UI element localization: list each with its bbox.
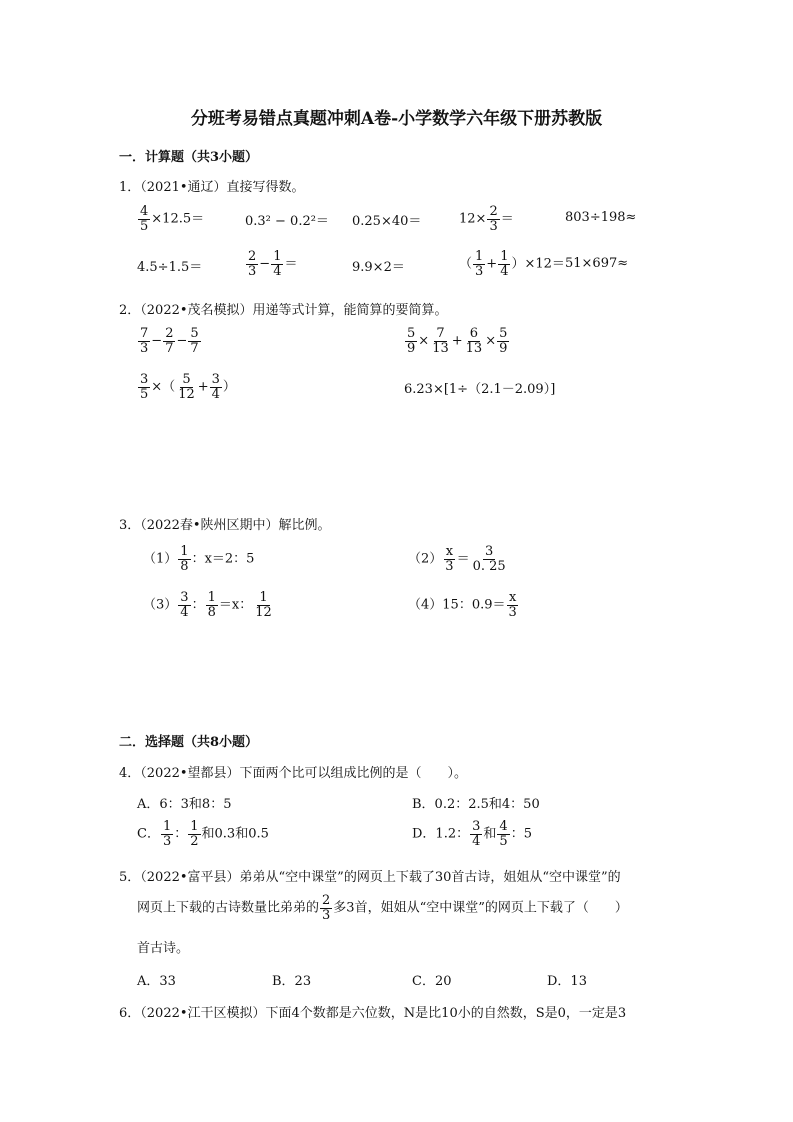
- page-title: 分班考易错点真题冲刺A卷-小学数学六年级下册苏教版: [190, 109, 603, 129]
- fraction: $\frac{6}{13}$: [465, 326, 483, 356]
- q4-option-b[interactable]: B．0.2：2.5和4：50: [412, 797, 540, 812]
- fraction: $\frac{5}{9}$: [407, 326, 416, 356]
- q1-item-j: 51×697≈: [565, 256, 629, 271]
- fraction: $\frac{1}{3}$: [162, 819, 172, 849]
- fraction: $\frac{2}{3}$: [322, 893, 331, 923]
- q3-proportion-1: （1） $\frac{1}{8}$ ：x＝2：5: [143, 544, 255, 574]
- fraction: $\frac{4}{5}$: [499, 819, 508, 849]
- fraction: $\frac{2}{3}$: [489, 204, 498, 234]
- fraction: $\frac{3}{4}$: [472, 819, 481, 849]
- q4-option-c[interactable]: C． $\frac{1}{3}$ ： $\frac{1}{2}$ 和0.3和0.5: [137, 819, 269, 849]
- q2-expression-1: $\frac{7}{3}$ − $\frac{2}{7}$ − $\frac{5}{7}$: [140, 326, 199, 356]
- fraction: $\frac{1}{3}$: [475, 249, 484, 279]
- q1-item-g: $\frac{2}{3}$ − $\frac{1}{4}$ ＝: [248, 249, 298, 279]
- fraction: $\frac{2}{7}$: [165, 326, 174, 356]
- question-4-label: 4．（2022•望都县）下面两个比可以组成比例的是（ ）。: [119, 766, 468, 781]
- fraction: $\frac{x}{3}$: [508, 590, 517, 620]
- q5-option-b[interactable]: B．23: [272, 974, 312, 989]
- fraction: $\frac{3}{4}$: [211, 372, 220, 402]
- question-6-line-1: 6．（2022•江干区模拟）下面4个数都是六位数，N是比10小的自然数，S是0，一定是3: [119, 1006, 627, 1021]
- q3-proportion-4: （4）15：0.9＝ $\frac{x}{3}$: [408, 590, 517, 620]
- fraction: $\frac{3}{5}$: [140, 372, 149, 402]
- fraction: $\frac{7}{3}$: [140, 326, 149, 356]
- fraction: $\frac{4}{5}$: [140, 204, 149, 234]
- q1-item-i: （ $\frac{1}{3}$ + $\frac{1}{4}$ ）×12＝: [459, 249, 565, 279]
- q1-item-a: $\frac{4}{5}$ ×12.5＝: [140, 204, 205, 234]
- q2-expression-4: 6.23×[1÷（2.1－2.09）]: [404, 382, 556, 397]
- q3-proportion-3: （3） $\frac{3}{4}$ ： $\frac{1}{8}$ ＝x： $\frac{1}{12}$: [143, 590, 272, 620]
- fraction: $\frac{5}{7}$: [190, 326, 199, 356]
- q4-option-a[interactable]: A．6：3和8：5: [137, 797, 232, 812]
- fraction: $\frac{3}{0. 25}$: [472, 544, 506, 574]
- section-heading-multiple-choice: 二．选择题（共8小题）: [119, 735, 259, 750]
- question-5-line-2: 网页上下载的古诗数量比弟弟的 $\frac{2}{3}$ 多3首，姐姐从“空中课堂”的网页上下载了（ ）: [137, 893, 628, 923]
- fraction: $\frac{1}{4}$: [500, 249, 509, 279]
- fraction: $\frac{7}{13}$: [432, 326, 449, 356]
- fraction: $\frac{5}{12}$: [178, 372, 195, 402]
- fraction: $\frac{1}{2}$: [190, 819, 199, 849]
- fraction: $\frac{3}{4}$: [180, 590, 189, 620]
- question-5-line-1: 5．（2022•富平县）弟弟从“空中课堂”的网页上下载了30首古诗，姐姐从“空中课堂”的: [119, 870, 621, 885]
- q2-expression-2: $\frac{5}{9}$ × $\frac{7}{13}$ + $\frac{6}{13}$ × $\frac{5}{9}$: [407, 326, 508, 356]
- question-3-label: 3．（2022春•陕州区期中）解比例。: [119, 518, 331, 533]
- q3-proportion-2: （2） $\frac{x}{3}$ ＝ $\frac{3}{0. 25}$: [408, 544, 506, 574]
- q1-item-f: 4.5÷1.5＝: [137, 260, 203, 275]
- q1-item-c: 0.25×40＝: [352, 214, 422, 229]
- section-heading-calculation: 一．计算题（共3小题）: [119, 150, 259, 165]
- fraction: $\frac{1}{4}$: [273, 249, 282, 279]
- question-5-line-3: 首古诗。: [137, 941, 190, 956]
- fraction: $\frac{x}{3}$: [445, 544, 454, 574]
- fraction: $\frac{1}{8}$: [207, 590, 216, 620]
- q5-option-d[interactable]: D．13: [547, 974, 587, 989]
- q2-expression-3: $\frac{3}{5}$ ×（ $\frac{5}{12}$ + $\frac{3}{4}$ ）: [140, 372, 236, 402]
- fraction: $\frac{2}{3}$: [248, 249, 257, 279]
- q4-option-d[interactable]: D．1.2： $\frac{3}{4}$ 和 $\frac{4}{5}$ ：5: [412, 819, 532, 849]
- fraction: $\frac{1}{12}$: [255, 590, 272, 620]
- q1-item-e: 803÷198≈: [565, 210, 637, 225]
- q1-item-d: 12× $\frac{2}{3}$ ＝: [459, 204, 514, 234]
- question-2-label: 2．（2022•茂名模拟）用递等式计算，能简算的要简算。: [119, 303, 448, 318]
- q1-item-b: 0.3² − 0.2²＝: [245, 214, 329, 229]
- q5-option-c[interactable]: C．20: [412, 974, 452, 989]
- fraction: $\frac{1}{8}$: [180, 544, 189, 574]
- question-1-label: 1．（2021•通辽）直接写得数。: [119, 180, 305, 195]
- q5-option-a[interactable]: A．33: [137, 974, 176, 989]
- fraction: $\frac{5}{9}$: [499, 326, 508, 356]
- q1-item-h: 9.9×2＝: [352, 260, 405, 275]
